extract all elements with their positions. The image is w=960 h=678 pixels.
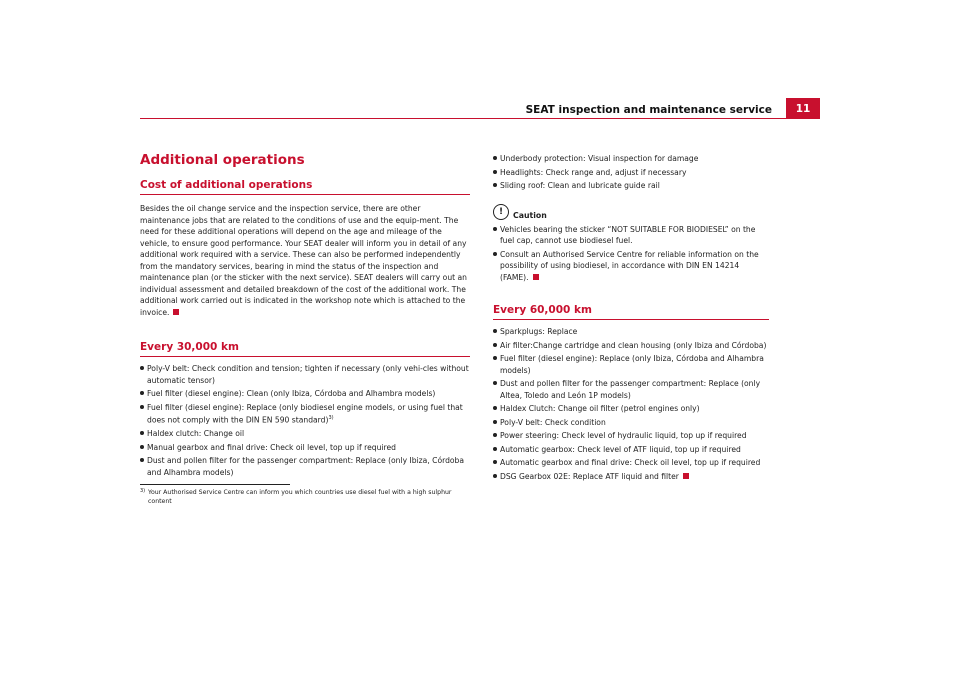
list-item: Sliding roof: Clean and lubricate guide rail — [493, 180, 769, 192]
main-heading: Additional operations — [140, 152, 305, 168]
list-continued — [493, 153, 769, 192]
list-item: DSG Gearbox 02E: Replace ATF liquid and filter — [493, 471, 769, 483]
header-rule — [140, 118, 820, 119]
footnote-mark: 3) — [140, 488, 146, 495]
list-item: Manual gearbox and final drive: Check oil level, top up if required — [140, 442, 470, 454]
section-heading-30000: Every 30,000 km — [140, 340, 470, 357]
page-number: 11 — [786, 98, 820, 118]
list-item: Consult an Authorised Service Centre for reliable information on the possibility of using biodiesel, in accordance with DIN EN 14214 (FAME). — [493, 249, 769, 284]
list-item: Power steering: Check level of hydraulic liquid, top up if required — [493, 430, 769, 442]
footnote-rule — [140, 484, 290, 485]
list-item: Vehicles bearing the sticker “NOT SUITABLE FOR BIODIESEL” on the fuel cap, cannot use biodiesel fuel. — [493, 224, 769, 247]
list-item: Dust and pollen filter for the passenger compartment: Replace (only Altea, Toledo and León 1P models) — [493, 378, 769, 401]
list-item: Poly-V belt: Check condition — [493, 417, 769, 429]
caution-icon: ! — [493, 204, 509, 220]
caution-label: Caution — [513, 210, 547, 220]
section-heading-cost: Cost of additional operations — [140, 178, 470, 195]
footnote — [140, 489, 470, 506]
list-item: Fuel filter (diesel engine): Clean (only Ibiza, Córdoba and Alhambra models) — [140, 388, 470, 400]
right-column — [493, 153, 769, 484]
list-item: Headlights: Check range and, adjust if necessary — [493, 167, 769, 179]
list-item: Fuel filter (diesel engine): Replace (only Ibiza, Córdoba and Alhambra models) — [493, 353, 769, 376]
cost-paragraph: Besides the oil change service and the inspection service, there are other maintenance jobs that are related to the conditions of use and the equip-ment. The need for these additional operations will depend on the age and mileage of the vehicle, to ensure good performance. Your SEAT dealer will inform you in detail of any additional work required with a service. These can also be performed independently from the mandatory services, bearing in mind the status of the inspection and maintenance plan (or the sticker with the next service). SEAT dealers will carry out an individual assessment and detailed breakdown of the cost of the additional work. The additional work carried out is indicated in the workshop note which is attached to the invoice. — [140, 204, 467, 317]
left-column — [140, 150, 470, 506]
list-item: Dust and pollen filter for the passenger compartment: Replace (only Ibiza, Córdoba and Alhambra models) — [140, 455, 470, 478]
page-header-title: SEAT inspection and maintenance service — [525, 104, 772, 116]
list-item: Poly-V belt: Check condition and tension; tighten if necessary (only vehi-cles without automatic tensor) — [140, 363, 470, 386]
list-item: Haldex clutch: Change oil — [140, 428, 470, 440]
caution-header — [493, 204, 769, 222]
list-item: Fuel filter (diesel engine): Replace (only biodiesel engine models, or using fuel that does not comply with the DIN EN 590 standard)$^{3)}$ — [140, 402, 470, 427]
list-item: Automatic gearbox: Check level of ATF liquid, top up if required — [493, 444, 769, 456]
list-item: Haldex Clutch: Change oil filter (petrol engines only) — [493, 403, 769, 415]
section-heading-60000: Every 60,000 km — [493, 303, 769, 320]
list-item: Sparkplugs: Replace — [493, 326, 769, 338]
list-item: Air filter:Change cartridge and clean housing (only Ibiza and Córdoba) — [493, 340, 769, 352]
end-of-section-mark — [683, 473, 689, 479]
list-60000 — [493, 326, 769, 482]
footnote-ref: 3) — [328, 415, 334, 421]
list-30000 — [140, 363, 470, 478]
list-item: Automatic gearbox and final drive: Check oil level, top up if required — [493, 457, 769, 469]
caution-list — [493, 224, 769, 284]
list-item: Underbody protection: Visual inspection for damage — [493, 153, 769, 165]
end-of-section-mark — [533, 274, 539, 280]
end-of-section-mark — [173, 309, 179, 315]
footnote-text: Your Authorised Service Centre can inform you which countries use diesel fuel with a high sulphur content — [148, 489, 452, 505]
